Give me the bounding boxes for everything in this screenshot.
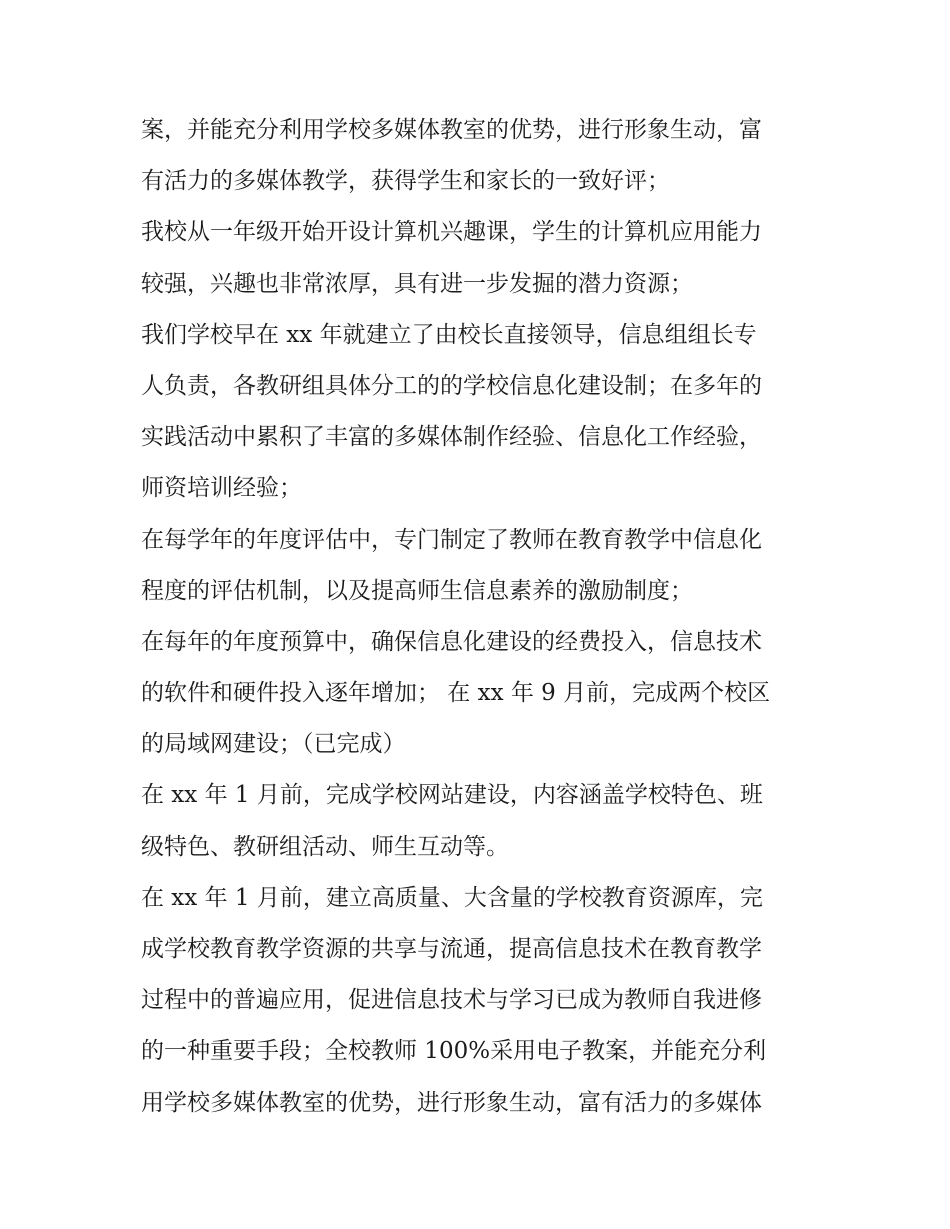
text-line-5: 我们学校早在 xx 年就建立了由校长直接领导，信息组组长专 — [141, 321, 757, 348]
text-line-7: 实践活动中累积了丰富的多媒体制作经验、信息化工作经验， — [141, 424, 762, 451]
text-line-4: 较强，兴趣也非常浓厚，具有进一步发掘的潜力资源； — [141, 270, 693, 297]
text-line-19: 的一种重要手段；全校教师 100%采用电子教案，并能充分利 — [141, 1038, 767, 1065]
text-line-8: 师资培训经验； — [141, 475, 302, 502]
text-line-16: 在 xx 年 1 月前，建立高质量、大含量的学校教育资源库，完 — [141, 884, 763, 911]
text-line-13: 的局域网建设；（已完成） — [141, 731, 406, 758]
text-line-10: 程度的评估机制，以及提高师生信息素养的激励制度； — [141, 577, 693, 604]
text-line-15: 级特色、教研组活动、师生互动等。 — [141, 833, 509, 860]
text-line-20: 用学校多媒体教室的优势，进行形象生动，富有活力的多媒体 — [141, 1089, 762, 1116]
text-line-2: 有活力的多媒体教学，获得学生和家长的一致好评； — [141, 168, 670, 195]
text-line-11: 在每年的年度预算中，确保信息化建设的经费投入，信息技术 — [141, 628, 762, 655]
document-body — [141, 105, 821, 1129]
text-line-1: 案，并能充分利用学校多媒体教室的优势，进行形象生动，富 — [141, 117, 762, 143]
text-line-9: 在每学年的年度评估中，专门制定了教师在教育教学中信息化 — [141, 526, 762, 553]
text-line-12: 的软件和硬件投入逐年增加； 在 xx 年 9 月前，完成两个校区 — [141, 680, 771, 707]
text-line-18: 过程中的普遍应用，促进信息技术与学习已成为教师自我进修 — [141, 987, 762, 1014]
text-line-3: 我校从一年级开始开设计算机兴趣课，学生的计算机应用能力 — [141, 219, 762, 246]
text-line-6: 人负责，各教研组具体分工的的学校信息化建设制；在多年的 — [141, 372, 762, 399]
text-line-17: 成学校教育教学资源的共享与流通，提高信息技术在教育教学 — [141, 936, 762, 962]
text-line-14: 在 xx 年 1 月前，完成学校网站建设，内容涵盖学校特色、班 — [141, 782, 763, 809]
